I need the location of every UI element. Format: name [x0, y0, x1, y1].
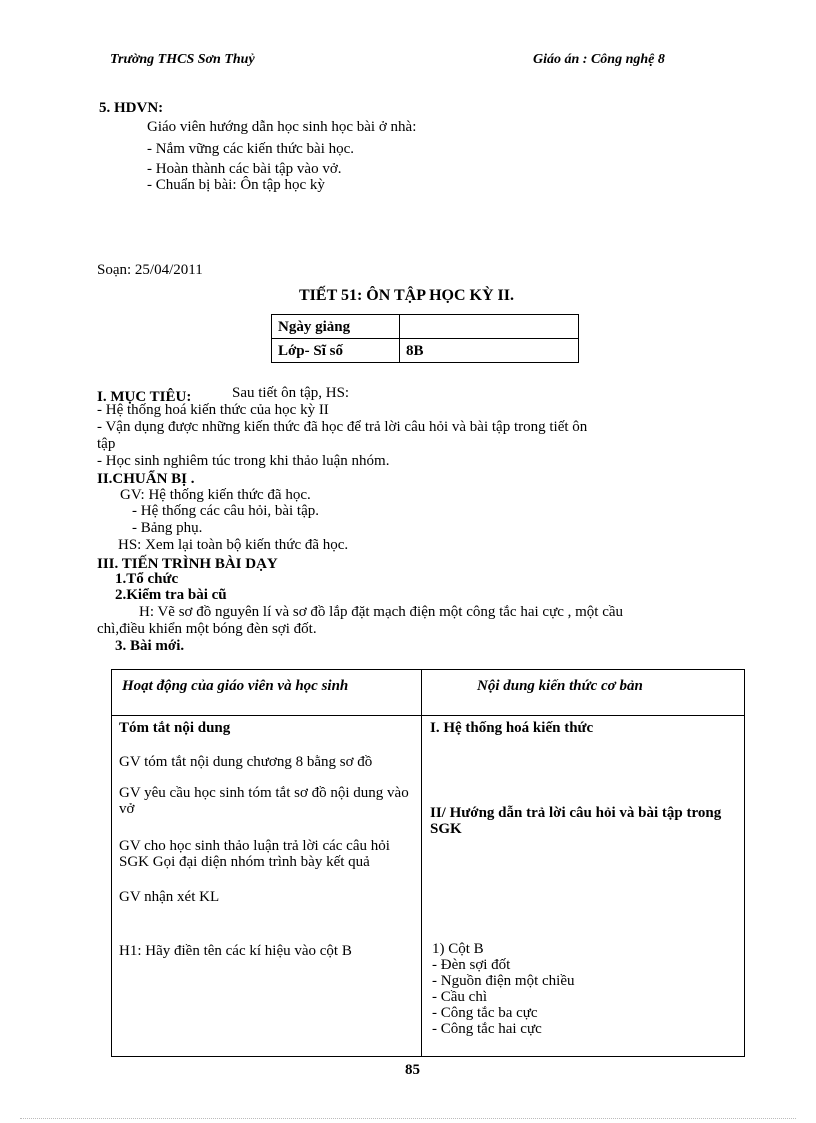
prep-line: - Hệ thống các câu hỏi, bài tập.: [132, 503, 320, 519]
page-number: 85: [405, 1062, 420, 1078]
header-school: Trường THCS Sơn Thuỷ: [110, 52, 255, 67]
answer-list: [432, 941, 732, 1037]
left-paragraph: GV cho học sinh thảo luận trả lời các câu hỏi SGK Gọi đại diện nhóm trình bày kết quả: [119, 838, 390, 870]
left-question-h1: H1: Hãy điền tên các kí hiệu vào cột B: [119, 943, 352, 959]
right-section-1: I. Hệ thống hoá kiến thức: [430, 720, 594, 736]
right-section-2: II/ Hướng dẫn trả lời câu hỏi và bài tập trong SGK: [430, 805, 722, 837]
list-item: 1) Cột B: [432, 941, 484, 957]
info-table: [271, 314, 579, 363]
objectives-intro: Sau tiết ôn tập, HS:: [232, 385, 350, 401]
process-heading: III. TIẾN TRÌNH BÀI DẠY: [97, 556, 278, 572]
info-value: 8B: [400, 339, 579, 363]
table-row: [272, 315, 579, 339]
process-step-3: 3. Bài mới.: [115, 638, 185, 654]
list-item: - Cầu chì: [432, 989, 487, 1005]
prep-line: HS: Xem lại toàn bộ kiến thức đã học.: [118, 537, 349, 553]
lesson-table: [111, 669, 745, 1057]
list-item: - Công tắc ba cực: [432, 1005, 538, 1021]
hdvn-line: - Chuẩn bị bài: Ôn tập học kỳ: [147, 177, 325, 193]
prep-heading: II.CHUẨN BỊ .: [97, 471, 195, 487]
hdvn-line: - Nắm vững các kiến thức bài học.: [147, 141, 355, 157]
column-divider: [421, 670, 422, 1056]
left-paragraph: GV yêu cầu học sinh tóm tắt sơ đồ nội dung vào vở: [119, 785, 409, 817]
info-label: Lớp- Sĩ số: [272, 339, 400, 363]
objectives-line: - Học sinh nghiêm túc trong khi thảo luận nhóm.: [97, 453, 390, 469]
objectives-line: tập: [97, 436, 116, 452]
list-item: - Công tắc hai cực: [432, 1021, 542, 1037]
header-subject: Giáo án : Công nghệ 8: [533, 52, 665, 67]
old-lesson-question-cont: chì,điều khiển một bóng đèn sợi đốt.: [97, 621, 317, 637]
left-paragraph: GV nhận xét KL: [119, 889, 220, 905]
prep-line: GV: Hệ thống kiến thức đã học.: [120, 487, 311, 503]
prep-line: - Bảng phụ.: [132, 520, 203, 536]
lesson-title: TIẾT 51: ÔN TẬP HỌC KỲ II.: [299, 287, 515, 304]
hdvn-line: Giáo viên hướng dẫn học sinh học bài ở nhà:: [147, 119, 417, 135]
col-header-activities: Hoạt động của giáo viên và học sinh: [122, 678, 349, 694]
soan-date: Soạn: 25/04/2011: [97, 262, 203, 278]
objectives-heading: I. MỤC TIÊU:: [97, 389, 192, 405]
col-header-content: Nội dung kiến thức cơ bản: [477, 678, 643, 694]
page-break-line: [20, 1118, 796, 1119]
left-paragraph: GV tóm tắt nội dung chương 8 bằng sơ đồ: [119, 754, 373, 770]
process-step-2: 2.Kiểm tra bài cũ: [115, 587, 227, 603]
left-title: Tóm tắt nội dung: [119, 720, 231, 736]
hdvn-heading: 5. HDVN:: [99, 100, 164, 116]
info-label: Ngày giảng: [272, 315, 400, 339]
objectives-line: - Vận dụng được những kiến thức đã học để trả lời câu hỏi và bài tập trong tiết ôn: [97, 419, 588, 435]
old-lesson-question: H: Vẽ sơ đồ nguyên lí và sơ đồ lắp đặt mạch điện một công tắc hai cực , một cầu: [139, 604, 624, 620]
list-item: - Đèn sợi đốt: [432, 957, 511, 973]
list-item: - Nguồn điện một chiều: [432, 973, 575, 989]
objectives-line: - Hệ thống hoá kiến thức của học kỳ II: [97, 402, 329, 418]
table-row: [272, 339, 579, 363]
hdvn-line: - Hoàn thành các bài tập vào vở.: [147, 161, 342, 177]
header-divider: [112, 715, 744, 716]
process-step-1: 1.Tổ chức: [115, 571, 179, 587]
info-value: [400, 315, 579, 339]
